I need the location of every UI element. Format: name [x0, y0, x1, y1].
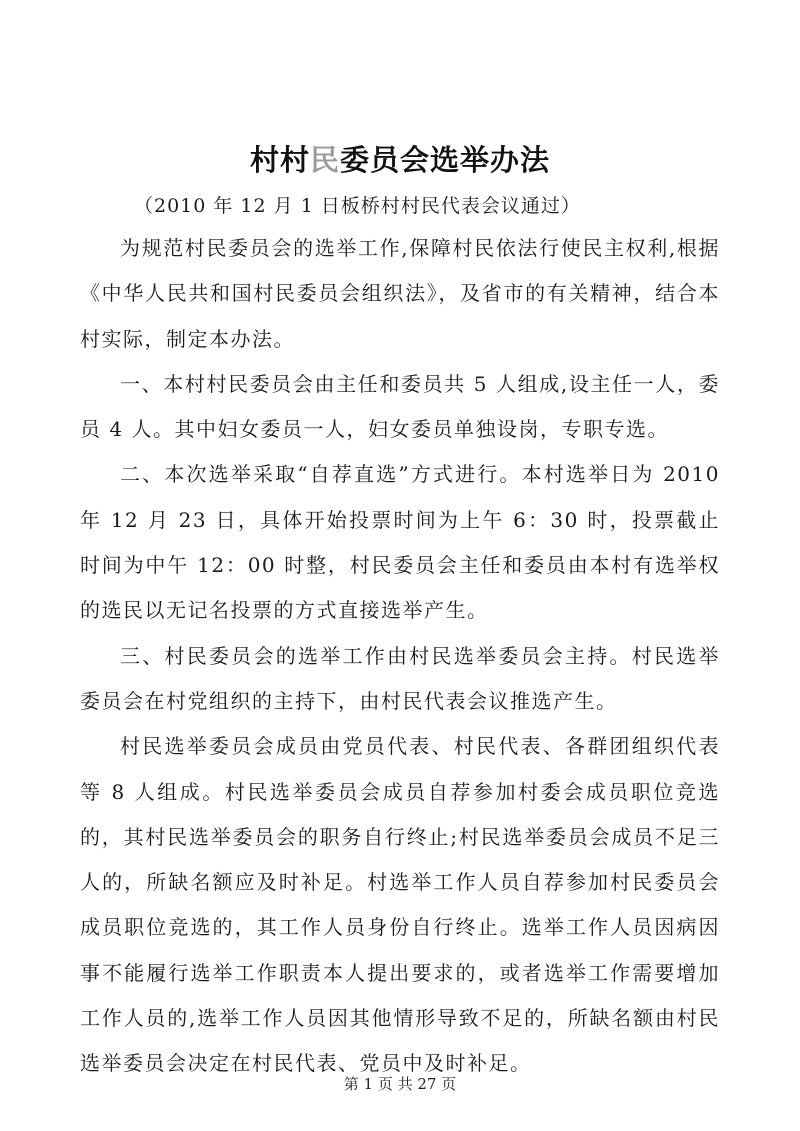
paragraph-article-1: 一、本村村民委员会由主任和委员共 5 人组成,设主任一人，委员 4 人。其中妇女委员一人，妇女委员单独设岗，专职专选。 — [80, 371, 720, 442]
paragraph-article-2: 二、本次选举采取“自荐直选”方式进行。本村选举日为 2010 年 12 月 23 日，具体开始投票时间为上午 6：30 时，投票截止时间为中午 12：00 时整，村民委员会主任和委员由本村有选举权的选民以无记名投票的方式直接选举产生。 — [80, 462, 720, 623]
title-part-1: 村村 — [249, 143, 310, 177]
page-number-footer: 第 1 页 共 27 页 — [343, 1075, 457, 1093]
title-part-2: 委员会选举办法 — [340, 143, 551, 177]
paragraph-article-3: 三、村民委员会的选举工作由村民选举委员会主持。村民选举委员会在村党组织的主持下，由村民代表会议推选产生。 — [80, 643, 720, 713]
document-body — [80, 226, 720, 1087]
document-title — [0, 138, 800, 179]
document-subtitle: （2010 年 12 月 1 日板桥村村民代表会议通过） — [134, 195, 581, 217]
paragraph-intro: 为规范村民委员会的选举工作,保障村民依法行使民主权利,根据《中华人民共和国村民委员会组织法》，及省市的有关精神，结合本村实际，制定本办法。 — [80, 236, 720, 351]
paragraph-election-committee: 村民选举委员会成员由党员代表、村民代表、各群团组织代表等 8 人组成。村民选举委员会成员自荐参加村委会成员职位竞选的，其村民选举委员会的职务自行终止;村民选举委员会成员不足三人的，所缺名额应及时补足。村选举工作人员自荐参加村民委员会成员职位竞选的，其工作人员身份自行终止。选举工作人员因病因事不能履行选举工作职责本人提出要求的，或者选举工作需要增加工作人员的,选举工作人员因其他情形导致不足的，所缺名额由村民选举委员会决定在村民代表、党员中及时补足。 — [80, 734, 720, 1076]
title-faded-char: 民 — [309, 143, 340, 177]
